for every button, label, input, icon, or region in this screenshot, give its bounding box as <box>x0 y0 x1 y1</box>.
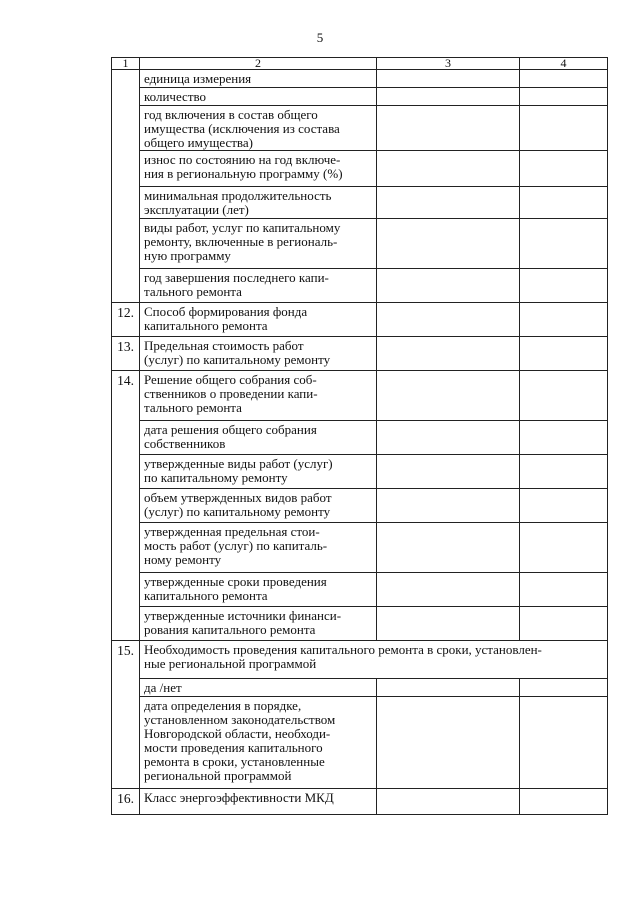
row-description: Класс энергоэффективности МКД <box>140 789 377 815</box>
header-cell: 4 <box>520 58 608 70</box>
row-number <box>112 269 140 303</box>
table-row <box>112 489 608 523</box>
row-number: 14. <box>112 371 140 421</box>
table-row <box>112 697 608 789</box>
value-cell-col4 <box>520 187 608 219</box>
table-row <box>112 151 608 187</box>
value-cell-col4 <box>520 421 608 455</box>
value-cell-col3 <box>377 523 520 573</box>
row-number <box>112 679 140 697</box>
row-description: год завершения последнего капи- тального ремонта <box>140 269 377 303</box>
row-number <box>112 70 140 88</box>
value-cell-col3 <box>377 573 520 607</box>
value-cell-col3 <box>377 187 520 219</box>
value-cell-col4 <box>520 303 608 337</box>
row-number <box>112 187 140 219</box>
table-row <box>112 455 608 489</box>
value-cell-col3 <box>377 421 520 455</box>
value-cell-col3 <box>377 269 520 303</box>
value-cell-col4 <box>520 106 608 151</box>
table-row <box>112 573 608 607</box>
row-description: количество <box>140 88 377 106</box>
row-number <box>112 455 140 489</box>
row-description: дата определения в порядке, установленном законодательством Новгородской области, необходи- мости проведения капитального ремонта в сроки, установленные региональной программой <box>140 697 377 789</box>
table-row <box>112 607 608 641</box>
table-row <box>112 70 608 88</box>
value-cell-col4 <box>520 455 608 489</box>
value-cell-col3 <box>377 697 520 789</box>
value-cell-col4 <box>520 489 608 523</box>
row-number <box>112 421 140 455</box>
table-row <box>112 106 608 151</box>
table-row <box>112 789 608 815</box>
table-row <box>112 219 608 269</box>
row-number <box>112 697 140 789</box>
value-cell-col3 <box>377 337 520 371</box>
value-cell-col3 <box>377 679 520 697</box>
table-row <box>112 269 608 303</box>
row-number <box>112 573 140 607</box>
value-cell-col4 <box>520 219 608 269</box>
row-description: дата решения общего собрания собственников <box>140 421 377 455</box>
header-cell: 2 <box>140 58 377 70</box>
data-table <box>111 57 608 815</box>
value-cell-col3 <box>377 789 520 815</box>
value-cell-col4 <box>520 70 608 88</box>
value-cell-col4 <box>520 269 608 303</box>
row-description: единица измерения <box>140 70 377 88</box>
value-cell-col4 <box>520 151 608 187</box>
value-cell-col3 <box>377 489 520 523</box>
value-cell-col4 <box>520 607 608 641</box>
row-description: Предельная стоимость работ (услуг) по капитальному ремонту <box>140 337 377 371</box>
row-number: 15. <box>112 641 140 679</box>
table-row <box>112 187 608 219</box>
row-number: 12. <box>112 303 140 337</box>
value-cell-col3 <box>377 607 520 641</box>
value-cell-col3 <box>377 106 520 151</box>
header-cell: 3 <box>377 58 520 70</box>
row-description: минимальная продолжительность эксплуатации (лет) <box>140 187 377 219</box>
row-number <box>112 523 140 573</box>
row-number <box>112 219 140 269</box>
value-cell-col4 <box>520 523 608 573</box>
row-description: утвержденная предельная стои- мость работ (услуг) по капиталь- ному ремонту <box>140 523 377 573</box>
value-cell-col3 <box>377 303 520 337</box>
table-row <box>112 303 608 337</box>
row-number <box>112 151 140 187</box>
row-description: утвержденные источники финанси- рования капитального ремонта <box>140 607 377 641</box>
table-row <box>112 371 608 421</box>
value-cell-col3 <box>377 151 520 187</box>
row-number: 13. <box>112 337 140 371</box>
row-number: 16. <box>112 789 140 815</box>
row-number <box>112 607 140 641</box>
row-description: да /нет <box>140 679 377 697</box>
header-row <box>112 58 608 70</box>
row-number <box>112 106 140 151</box>
value-cell-col3 <box>377 88 520 106</box>
table-row <box>112 679 608 697</box>
table-row <box>112 88 608 106</box>
value-cell-col4 <box>520 371 608 421</box>
value-cell-col4 <box>520 573 608 607</box>
value-cell-col4 <box>520 697 608 789</box>
row-number <box>112 489 140 523</box>
value-cell-col4 <box>520 337 608 371</box>
row-description: объем утвержденных видов работ (услуг) по капитальному ремонту <box>140 489 377 523</box>
row-number <box>112 88 140 106</box>
value-cell-col3 <box>377 455 520 489</box>
page-number: 5 <box>316 30 324 45</box>
table-row <box>112 421 608 455</box>
value-cell-col3 <box>377 70 520 88</box>
value-cell-col3 <box>377 371 520 421</box>
table-row <box>112 337 608 371</box>
row-description: Необходимость проведения капитального ремонта в сроки, установлен- ные региональной программой <box>140 641 608 679</box>
row-description: утвержденные сроки проведения капитального ремонта <box>140 573 377 607</box>
row-description: Способ формирования фонда капитального ремонта <box>140 303 377 337</box>
value-cell-col3 <box>377 219 520 269</box>
row-description: виды работ, услуг по капитальному ремонту, включенные в региональ- ную программу <box>140 219 377 269</box>
header-cell: 1 <box>112 58 140 70</box>
value-cell-col4 <box>520 679 608 697</box>
row-description: износ по состоянию на год включе- ния в региональную программу (%) <box>140 151 377 187</box>
row-description: год включения в состав общего имущества (исключения из состава общего имущества) <box>140 106 377 151</box>
table-row <box>112 641 608 679</box>
value-cell-col4 <box>520 789 608 815</box>
row-description: Решение общего собрания соб- ственников о проведении капи- тального ремонта <box>140 371 377 421</box>
table-row <box>112 523 608 573</box>
row-description: утвержденные виды работ (услуг) по капитальному ремонту <box>140 455 377 489</box>
value-cell-col4 <box>520 88 608 106</box>
